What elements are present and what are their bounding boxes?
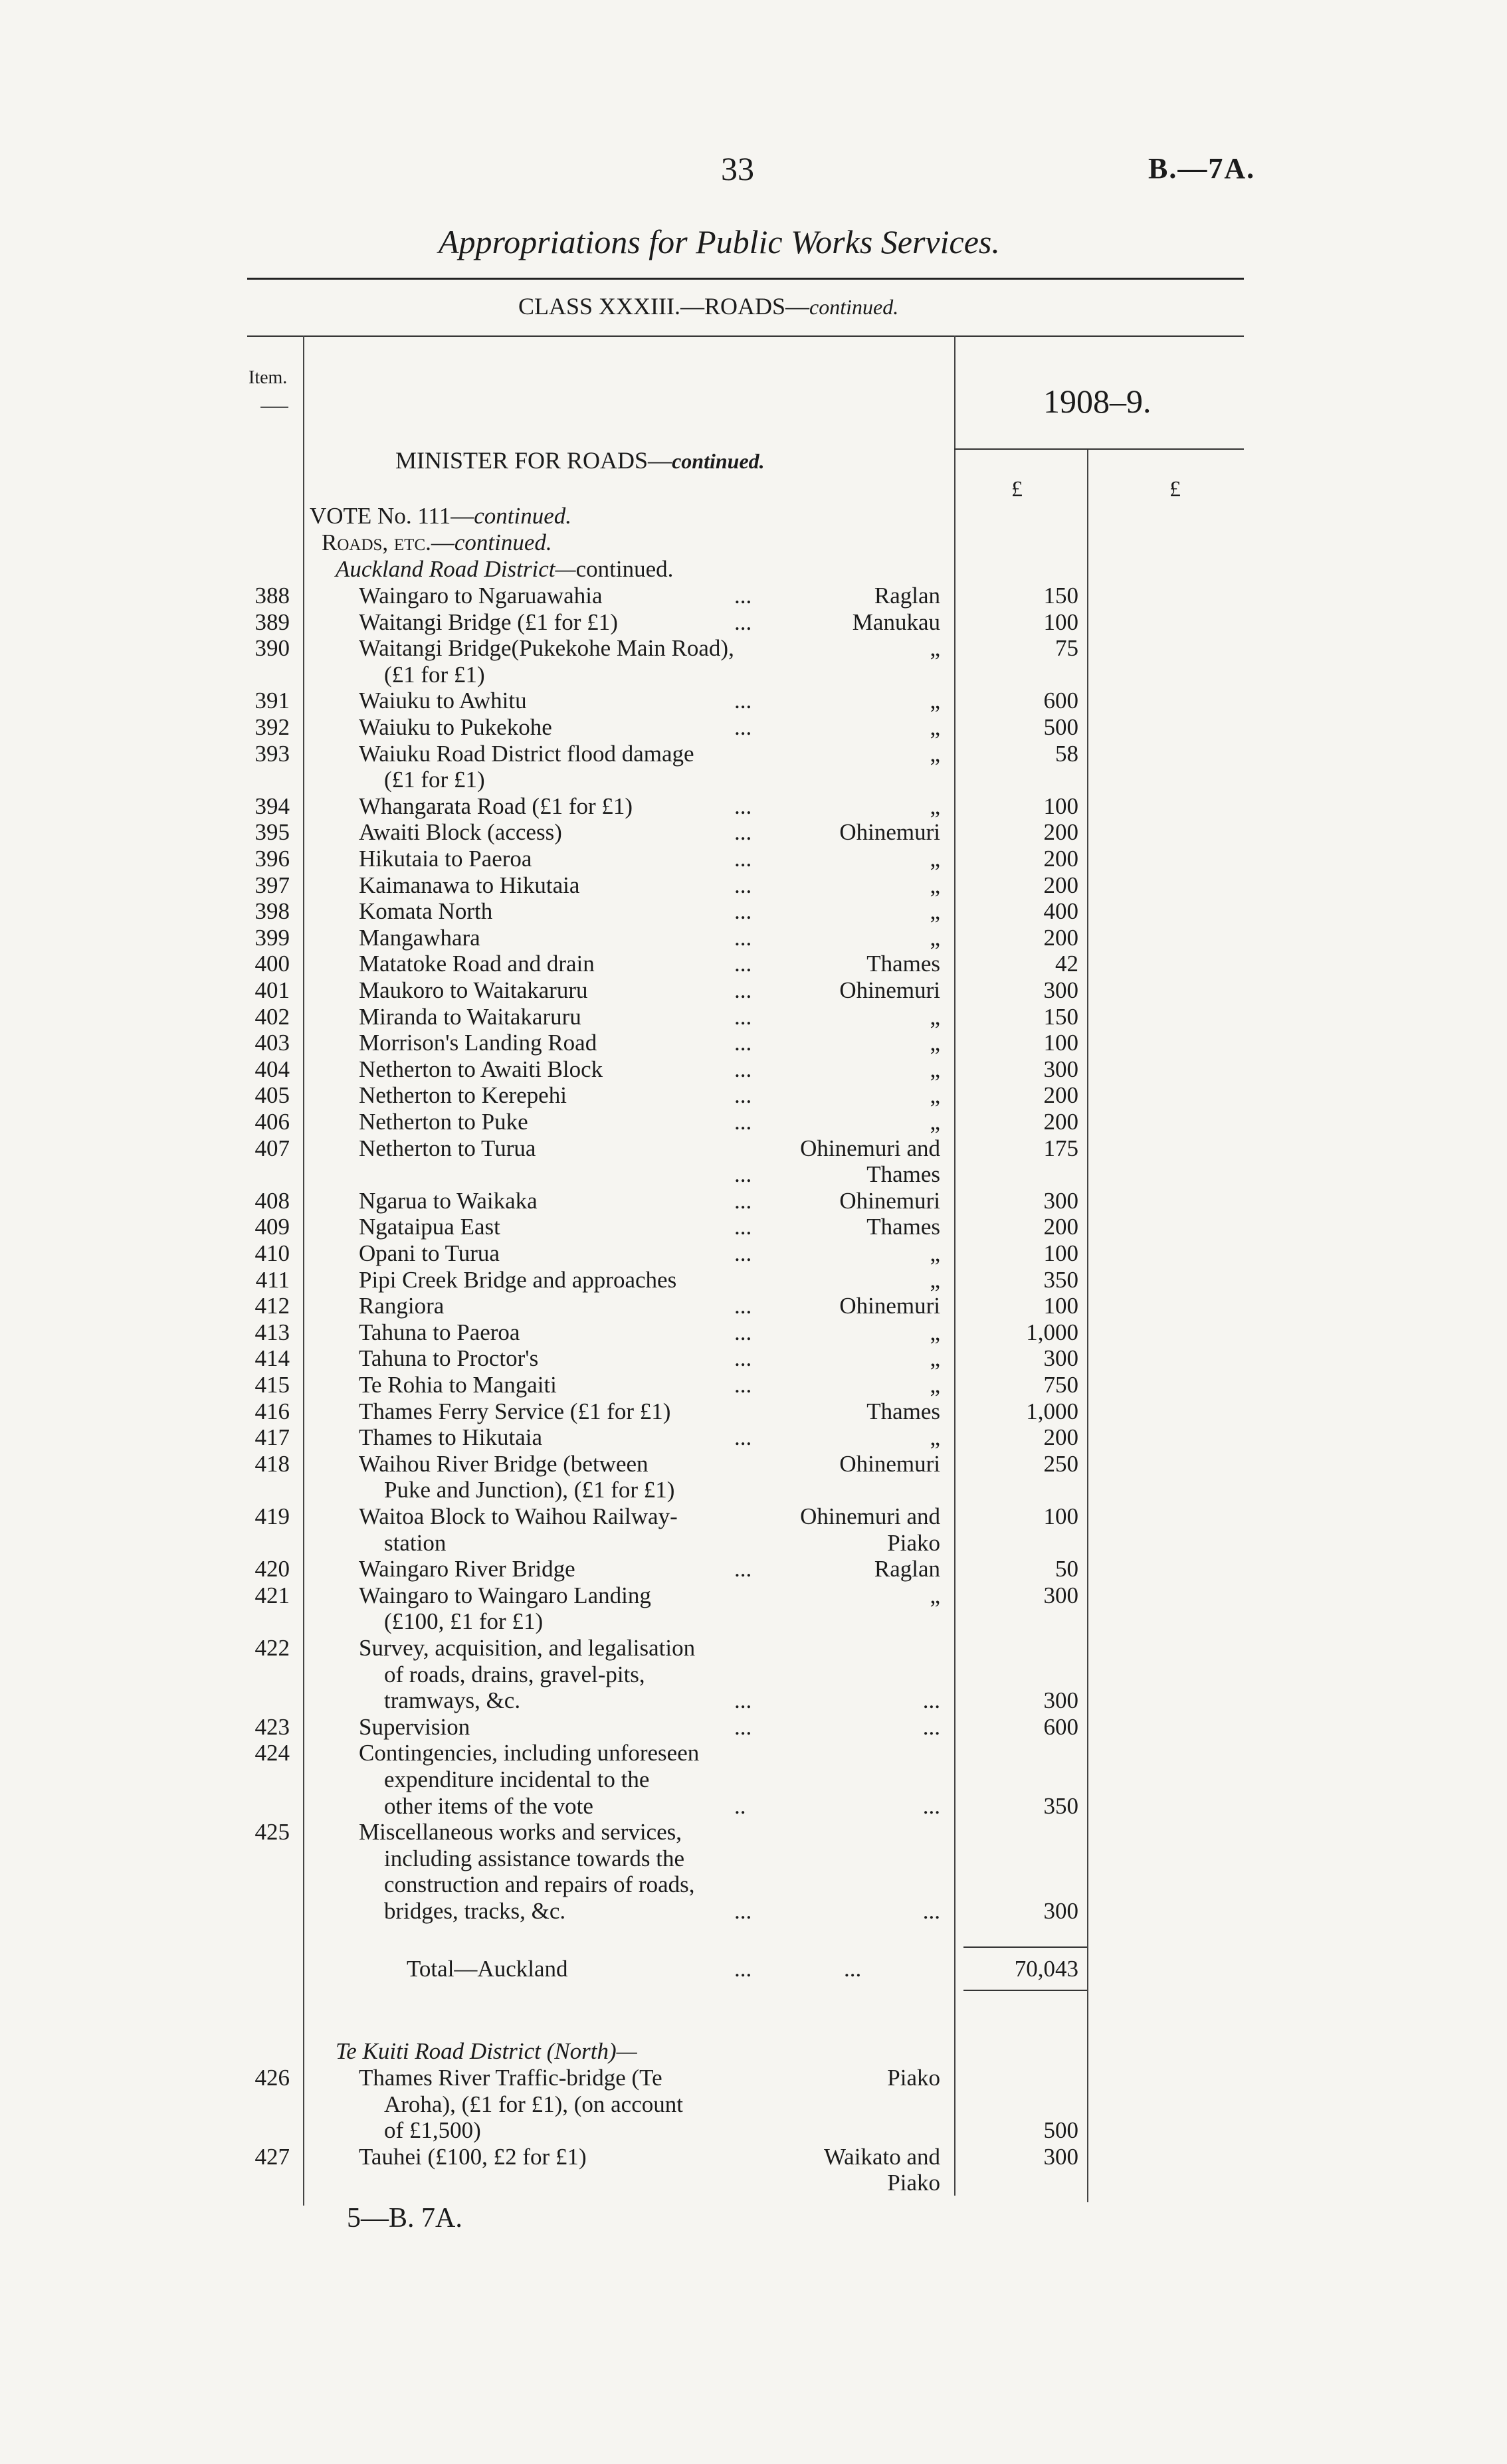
district-name: Raglan [874, 1556, 940, 1582]
district-name: „ [930, 635, 940, 662]
appropriation-amount: 200 [1043, 819, 1078, 846]
item-number: 390 [254, 635, 290, 662]
district-suffix: continued. [575, 556, 674, 582]
district-name-continued: Piako [887, 2170, 940, 2196]
table-row [0, 1345, 1507, 1372]
table-row [0, 872, 1507, 899]
item-description-continued: Aroha), (£1 for £1), (on account [384, 2091, 683, 2117]
appropriation-amount: 100 [1043, 793, 1078, 819]
item-number: 398 [254, 898, 290, 925]
item-number: 406 [254, 1109, 290, 1135]
item-description: Waiuku to Awhitu [359, 688, 527, 714]
table-row [0, 1056, 1507, 1083]
appropriation-amount: 100 [1043, 609, 1078, 635]
leader-dots: ... [734, 1030, 752, 1056]
item-description: Opani to Turua [359, 1240, 500, 1266]
table-row [0, 1004, 1507, 1030]
item-description: Waitangi Bridge(Pukekohe Main Road), [359, 635, 734, 662]
item-description: Thames to Hikutaia [359, 1424, 543, 1451]
appropriation-amount: 50 [1055, 1556, 1078, 1582]
leader-dots: ... [734, 1003, 752, 1030]
total-row [0, 1956, 1507, 1982]
item-number: 426 [254, 2065, 290, 2091]
leader-dots: ... [734, 714, 752, 740]
item-number: 405 [254, 1082, 290, 1109]
leader-dots: ... [734, 1424, 752, 1451]
total-rule-top [963, 1946, 1087, 1948]
district-name: Ohinemuri [839, 819, 940, 846]
leader-dots: .. [734, 1792, 746, 1819]
district-heading [336, 556, 673, 583]
year-header: 1908–9. [1043, 383, 1152, 420]
table-row [0, 1109, 1507, 1135]
roads-suffix: continued. [454, 529, 552, 555]
item-description-continued: including assistance towards the [384, 1845, 684, 1871]
item-number: 417 [254, 1424, 290, 1451]
footer-signature: 5—B. 7A. [347, 2203, 462, 2233]
item-number: 397 [254, 872, 290, 898]
item-description: Tahuna to Paeroa [359, 1319, 520, 1345]
district-name: Ohinemuri [839, 1187, 940, 1214]
item-description: Netherton to Kerepehi [359, 1082, 567, 1109]
table-row [0, 2144, 1507, 2196]
leader-dots: ... [734, 872, 752, 898]
district-name: „ [930, 1240, 940, 1266]
appropriation-amount: 500 [1043, 714, 1078, 740]
leader-dots: ... [734, 1897, 752, 1924]
item-number: 400 [254, 951, 290, 977]
item-description: Rangiora [359, 1293, 445, 1319]
district-name: ... [922, 1792, 940, 1819]
district-name: „ [930, 872, 940, 898]
appropriation-amount: 200 [1043, 1214, 1078, 1240]
appropriation-amount: 100 [1043, 1503, 1078, 1529]
total-label: Total—Auckland [407, 1956, 568, 1982]
table-row [0, 741, 1507, 793]
district-name: ... [922, 1897, 940, 1924]
item-number: 411 [255, 1266, 290, 1293]
table-row [0, 1214, 1507, 1240]
district-name: Thames [866, 1398, 940, 1424]
table-row [0, 1030, 1507, 1056]
table-row [0, 1451, 1507, 1503]
item-number: 402 [254, 1003, 290, 1030]
item-description-continued: tramways, &c. [384, 1687, 521, 1714]
district-name: „ [930, 740, 940, 767]
item-number: 394 [254, 793, 290, 819]
appropriation-amount: 300 [1043, 1582, 1078, 1608]
district-name: ... [922, 1713, 940, 1740]
district-name: „ [930, 1030, 940, 1056]
item-description-continued: (£1 for £1) [384, 661, 485, 688]
item-number: 410 [254, 1240, 290, 1266]
item-number: 421 [254, 1582, 290, 1608]
item-description: Netherton to Turua [359, 1135, 536, 1161]
item-description: Tahuna to Proctor's [359, 1345, 539, 1372]
appropriation-amount: 200 [1043, 1082, 1078, 1109]
leader-dots: ... [734, 951, 752, 977]
item-description: Miranda to Waitakaruru [359, 1003, 581, 1030]
item-number: 403 [254, 1030, 290, 1056]
item-number: 424 [254, 1740, 290, 1766]
table-row [0, 819, 1507, 846]
item-description: Waingaro River Bridge [359, 1556, 575, 1582]
minister-suffix: continued. [672, 449, 765, 473]
item-number: 423 [254, 1713, 290, 1740]
item-description-continued: construction and repairs of roads, [384, 1871, 695, 1898]
vote-main: VOTE No. 111— [310, 503, 474, 529]
item-description: Contingencies, including unforeseen [359, 1740, 700, 1766]
item-description: Waihou River Bridge (between [359, 1450, 649, 1477]
total-amount: 70,043 [1014, 1956, 1078, 1982]
item-description: Ngataipua East [359, 1214, 500, 1240]
appropriation-amount: 200 [1043, 924, 1078, 951]
item-description-continued: of roads, drains, gravel-pits, [384, 1661, 645, 1687]
appropriation-amount: 300 [1043, 1897, 1078, 1924]
appropriation-amount: 100 [1043, 1240, 1078, 1266]
item-number: 427 [254, 2143, 290, 2170]
district-name: „ [930, 688, 940, 714]
table-row [0, 1082, 1507, 1109]
leader-dots: ... [734, 977, 752, 1003]
minister-main: MINISTER FOR ROADS— [395, 447, 672, 474]
leader-dots: ... [734, 1240, 752, 1266]
district-name: Waikato and [823, 2143, 940, 2170]
leader-dots: ... [734, 1082, 752, 1109]
appropriation-amount: 300 [1043, 1187, 1078, 1214]
district-name: Thames [866, 951, 940, 977]
district-name: Ohinemuri [839, 977, 940, 1003]
appropriation-amount: 100 [1043, 1030, 1078, 1056]
class-heading-main: CLASS XXXIII.—ROADS— [518, 293, 810, 320]
total-dots-2: ... [844, 1956, 862, 1982]
item-number: 389 [254, 609, 290, 635]
leader-dots: ... [734, 1214, 752, 1240]
item-number: 407 [254, 1135, 290, 1161]
table-row [0, 1293, 1507, 1319]
item-description: Matatoke Road and drain [359, 951, 595, 977]
item-number: 396 [254, 846, 290, 872]
item-number: 418 [254, 1450, 290, 1477]
vote-heading [310, 503, 571, 529]
district-name: „ [930, 1082, 940, 1109]
item-description: Ngarua to Waikaka [359, 1187, 538, 1214]
leader-dots: ... [734, 1319, 752, 1345]
table-row [0, 1398, 1507, 1425]
leader-dots: ... [734, 1687, 752, 1714]
appropriation-amount: 58 [1055, 740, 1078, 767]
table-row [0, 1714, 1507, 1741]
item-number: 412 [254, 1293, 290, 1319]
district-name: Ohinemuri [839, 1450, 940, 1477]
item-description: Supervision [359, 1713, 470, 1740]
page-number: 33 [721, 150, 754, 187]
item-description: Thames River Traffic-bridge (Te [359, 2065, 662, 2091]
table-row [0, 714, 1507, 741]
appropriation-amount: 75 [1055, 635, 1078, 662]
district-name: Ohinemuri and [800, 1135, 940, 1161]
appropriation-amount: 175 [1043, 1135, 1078, 1161]
appropriation-amount: 42 [1055, 951, 1078, 977]
top-rule [247, 278, 1244, 280]
item-description: Miscellaneous works and services, [359, 1819, 682, 1846]
appropriation-amount: 500 [1043, 2117, 1078, 2144]
leader-dots: ... [734, 583, 752, 609]
district-main: Auckland Road District— [336, 556, 576, 582]
item-description-continued: (£100, £1 for £1) [384, 1608, 544, 1635]
district-name: „ [930, 1319, 940, 1345]
table-row [0, 609, 1507, 636]
district-name: „ [930, 714, 940, 740]
district-name: ... [922, 1687, 940, 1714]
leader-dots: ... [734, 688, 752, 714]
appropriation-amount: 300 [1043, 1056, 1078, 1082]
vote-suffix: continued. [474, 503, 572, 529]
district-name: „ [930, 924, 940, 951]
te-kuiti-heading: Te Kuiti Road District (North)— [336, 2038, 637, 2064]
table-row [0, 925, 1507, 951]
table-row [0, 1635, 1507, 1714]
district-name-continued: Piako [887, 1529, 940, 1556]
item-description-continued: expenditure incidental to the [384, 1766, 650, 1792]
item-description-continued: Puke and Junction), (£1 for £1) [384, 1477, 675, 1503]
appropriation-amount: 150 [1043, 583, 1078, 609]
table-row [0, 793, 1507, 820]
table-row [0, 635, 1507, 688]
item-description-continued: (£1 for £1) [384, 767, 485, 793]
item-description: Waitangi Bridge (£1 for £1) [359, 609, 618, 635]
document-reference: B.—7A. [1148, 152, 1256, 185]
district-name: Manukau [852, 609, 940, 635]
leader-dots: ... [734, 819, 752, 846]
table-row [0, 583, 1507, 609]
district-name: „ [930, 1266, 940, 1293]
item-number: 414 [254, 1345, 290, 1372]
item-number: 420 [254, 1556, 290, 1582]
currency-left: £ [1011, 477, 1023, 502]
appropriation-amount: 250 [1043, 1450, 1078, 1477]
table-row [0, 1319, 1507, 1346]
item-number: 391 [254, 688, 290, 714]
district-name: „ [930, 1424, 940, 1451]
item-description: Mangawhara [359, 924, 480, 951]
table-row [0, 1135, 1507, 1188]
table-row [0, 977, 1507, 1004]
item-number: 404 [254, 1056, 290, 1082]
item-number: 399 [254, 924, 290, 951]
district-name: „ [930, 1582, 940, 1608]
district-name: „ [930, 1345, 940, 1372]
leader-dots: ... [734, 1556, 752, 1582]
appropriation-amount: 300 [1043, 977, 1078, 1003]
leader-dots: ... [734, 609, 752, 635]
year-rule [954, 448, 1244, 450]
item-description: Awaiti Block (access) [359, 819, 562, 846]
district-name: Raglan [874, 583, 940, 609]
class-heading [518, 292, 898, 320]
district-name: „ [930, 1109, 940, 1135]
appropriation-amount: 200 [1043, 872, 1078, 898]
district-name-continued: Thames [866, 1161, 940, 1188]
item-description: Whangarata Road (£1 for £1) [359, 793, 633, 819]
leader-dots: ... [734, 1161, 752, 1188]
table-row [0, 1503, 1507, 1556]
total-rule-bottom [963, 1990, 1087, 1991]
table-row [0, 898, 1507, 925]
district-name: „ [930, 1003, 940, 1030]
item-number: 419 [254, 1503, 290, 1529]
appropriation-amount: 1,000 [1026, 1319, 1078, 1345]
item-description: Tauhei (£100, £2 for £1) [359, 2143, 587, 2170]
item-description: Thames Ferry Service (£1 for £1) [359, 1398, 671, 1424]
item-number: 422 [254, 1635, 290, 1661]
currency-right: £ [1169, 477, 1181, 502]
appropriation-amount: 600 [1043, 688, 1078, 714]
table-row [0, 1267, 1507, 1293]
table-row [0, 1188, 1507, 1214]
page-title: Appropriations for Public Works Services. [439, 223, 1000, 260]
item-number: 392 [254, 714, 290, 740]
item-description-continued: station [384, 1529, 447, 1556]
leader-dots: ... [734, 1713, 752, 1740]
roads-heading [322, 529, 552, 556]
item-description: Waitoa Block to Waihou Railway- [359, 1503, 678, 1529]
item-number: 425 [254, 1819, 290, 1846]
appropriation-amount: 350 [1043, 1792, 1078, 1819]
table-row [0, 951, 1507, 977]
item-number: 415 [254, 1372, 290, 1398]
table-row [0, 846, 1507, 872]
item-description: Waingaro to Ngaruawahia [359, 583, 603, 609]
table-row [0, 688, 1507, 714]
roads-main: Roads, etc.— [322, 529, 454, 555]
item-description: Te Rohia to Mangaiti [359, 1372, 557, 1398]
district-name: „ [930, 1056, 940, 1082]
leader-dots: ... [734, 1056, 752, 1082]
appropriation-amount: 150 [1043, 1003, 1078, 1030]
district-name: „ [930, 1372, 940, 1398]
table-row [0, 1424, 1507, 1451]
item-number: 395 [254, 819, 290, 846]
district-name: Thames [866, 1214, 940, 1240]
table-row [0, 1582, 1507, 1635]
item-number: 388 [254, 583, 290, 609]
appropriation-amount: 300 [1043, 1687, 1078, 1714]
district-name: „ [930, 793, 940, 819]
item-number: 408 [254, 1187, 290, 1214]
header-rule [247, 335, 1244, 337]
leader-dots: ... [734, 1372, 752, 1398]
table-row [0, 1372, 1507, 1398]
item-description-continued: bridges, tracks, &c. [384, 1897, 566, 1924]
table-row [0, 1556, 1507, 1582]
item-number: 401 [254, 977, 290, 1003]
item-number: 393 [254, 740, 290, 767]
item-description: Pipi Creek Bridge and approaches [359, 1266, 677, 1293]
table-row [0, 2065, 1507, 2144]
appropriation-amount: 100 [1043, 1293, 1078, 1319]
item-description: Hikutaia to Paeroa [359, 846, 532, 872]
district-name: „ [930, 898, 940, 925]
item-description-continued: other items of the vote [384, 1792, 593, 1819]
appropriation-amount: 200 [1043, 1424, 1078, 1451]
item-description: Waingaro to Waingaro Landing [359, 1582, 651, 1608]
table-row [0, 1740, 1507, 1819]
appropriation-amount: 1,000 [1026, 1398, 1078, 1424]
leader-dots: ... [734, 1187, 752, 1214]
appropriation-amount: 200 [1043, 846, 1078, 872]
appropriation-amount: 400 [1043, 898, 1078, 925]
item-number: 409 [254, 1214, 290, 1240]
item-header-underline [260, 407, 288, 408]
appropriation-amount: 600 [1043, 1713, 1078, 1740]
minister-heading [395, 446, 765, 474]
item-number: 416 [254, 1398, 290, 1424]
appropriation-amount: 300 [1043, 2143, 1078, 2170]
leader-dots: ... [734, 1109, 752, 1135]
table-row [0, 1819, 1507, 1924]
leader-dots: ... [734, 1293, 752, 1319]
item-description: Komata North [359, 898, 493, 925]
district-name: „ [930, 846, 940, 872]
total-dots: ... [734, 1956, 752, 1982]
table-row [0, 1240, 1507, 1267]
item-column-header: Item. [249, 367, 288, 388]
appropriation-amount: 350 [1043, 1266, 1078, 1293]
leader-dots: ... [734, 846, 752, 872]
item-number: 413 [254, 1319, 290, 1345]
item-description: Morrison's Landing Road [359, 1030, 597, 1056]
item-description: Survey, acquisition, and legalisation [359, 1635, 696, 1661]
appropriation-amount: 750 [1043, 1372, 1078, 1398]
item-description: Netherton to Puke [359, 1109, 528, 1135]
leader-dots: ... [734, 924, 752, 951]
item-description: Maukoro to Waitakaruru [359, 977, 588, 1003]
leader-dots: ... [734, 793, 752, 819]
item-description: Waiuku to Pukekohe [359, 714, 552, 740]
item-description: Netherton to Awaiti Block [359, 1056, 603, 1082]
district-name: Ohinemuri [839, 1293, 940, 1319]
item-description: Kaimanawa to Hikutaia [359, 872, 580, 898]
item-description: Waiuku Road District flood damage [359, 740, 694, 767]
leader-dots: ... [734, 898, 752, 925]
appropriation-amount: 300 [1043, 1345, 1078, 1372]
leader-dots: ... [734, 1345, 752, 1372]
class-heading-suffix: continued. [809, 295, 899, 319]
district-name: Piako [887, 2065, 940, 2091]
appropriation-amount: 200 [1043, 1109, 1078, 1135]
district-name: Ohinemuri and [800, 1503, 940, 1529]
item-description-continued: of £1,500) [384, 2117, 481, 2144]
